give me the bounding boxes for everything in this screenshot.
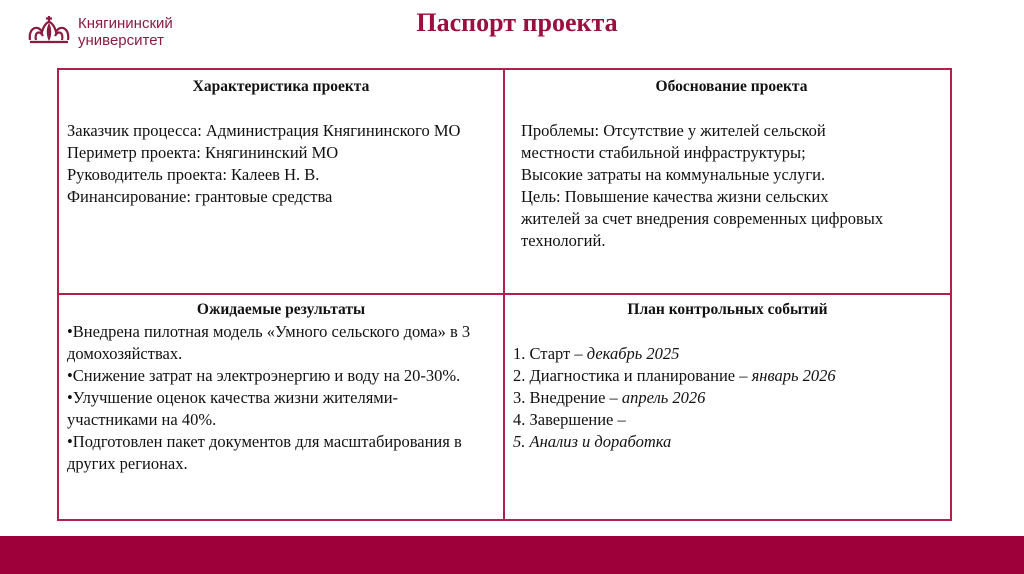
plan-item-date: январь 2026 <box>751 366 836 385</box>
results-heading: Ожидаемые результаты <box>196 301 366 318</box>
justification-line: Проблемы: Отсутствие у жителей сельской местности стабильной инфраструктуры; <box>521 121 826 162</box>
justification-line: Цель: Повышение качества жизни сельских жителей за счет внедрения современных цифровых технологий. <box>521 187 884 250</box>
results-line: •Внедрена пилотная модель «Умного сельского дома» в 3 домохозяйствах. <box>67 322 471 363</box>
plan-item-date: 5. Анализ и доработка <box>513 432 672 451</box>
characteristics-heading: Характеристика проекта <box>192 78 370 95</box>
plan-item <box>513 387 942 409</box>
justification-cell <box>505 70 950 295</box>
characteristics-cell <box>59 70 505 295</box>
characteristics-line: Руководитель проекта: Калеев Н. В. <box>67 165 320 184</box>
results-line: •Снижение затрат на электроэнергию и воду на 20-30%. <box>67 366 461 385</box>
plan-item-label: 4. Завершение – <box>513 410 626 429</box>
plan-item-label: 3. Внедрение – <box>513 388 622 407</box>
justification-line: Высокие затраты на коммунальные услуги. <box>521 165 826 184</box>
plan-item <box>513 343 942 365</box>
plan-heading: План контрольных событий <box>627 301 828 318</box>
project-passport-table <box>57 68 952 521</box>
results-line: •Улучшение оценок качества жизни жителями-участниками на 40%. <box>67 388 399 429</box>
plan-item-label: 2. Диагностика и планирование – <box>513 366 752 385</box>
characteristics-line: Финансирование: грантовые средства <box>67 187 333 206</box>
plan-cell <box>505 295 950 519</box>
plan-item-date: декабрь 2025 <box>586 344 680 363</box>
page-title: Паспорт проекта <box>416 8 618 37</box>
plan-item <box>513 431 942 453</box>
plan-item-label: 1. Старт – <box>513 344 587 363</box>
results-cell <box>59 295 505 519</box>
logo-line-1: Княгининский <box>78 15 173 32</box>
results-line: •Подготовлен пакет документов для масштабирования в других регионах. <box>67 432 462 473</box>
plan-item <box>513 365 942 387</box>
logo-line-2: университет <box>78 32 164 49</box>
characteristics-line: Заказчик процесса: Администрация Княгининского МО <box>67 121 461 140</box>
justification-heading: Обоснование проекта <box>655 78 808 95</box>
plan-item <box>513 409 942 431</box>
footer-bar <box>0 536 1024 574</box>
characteristics-line: Периметр проекта: Княгининский МО <box>67 143 339 162</box>
plan-item-date: апрель 2026 <box>621 388 706 407</box>
